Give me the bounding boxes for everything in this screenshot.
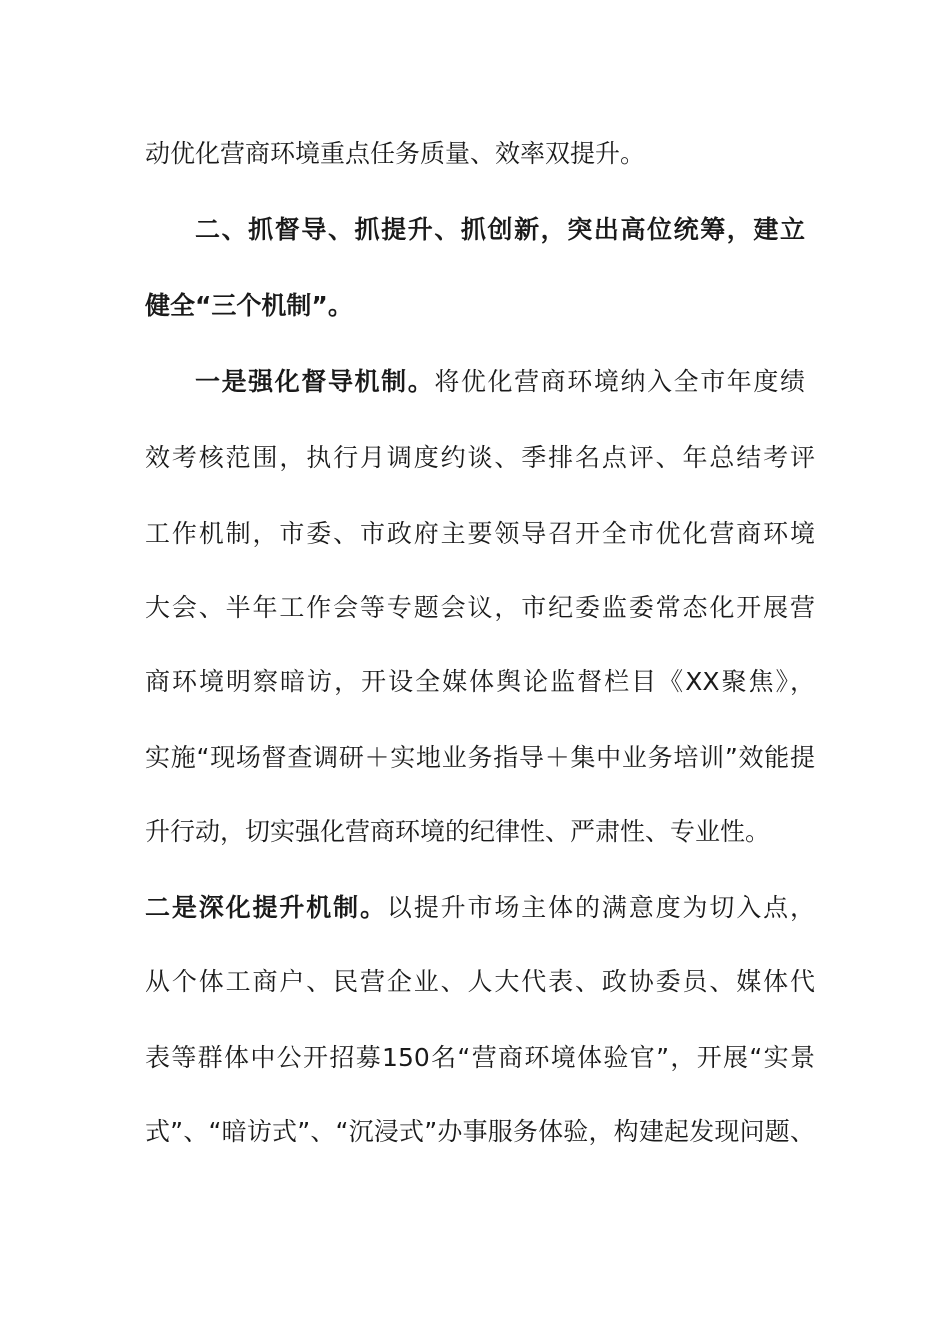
line-text: 工作机制，市委、市政府主要领导召开全市优化营商环境 xyxy=(145,519,815,548)
paragraph-line-8 xyxy=(145,665,815,699)
line-text: 从个体工商户、民营企业、人大代表、政协委员、媒体代 xyxy=(145,967,815,996)
line-text: 效考核范围，执行月调度约谈、季排名点评、年总结考评 xyxy=(145,443,815,472)
paragraph-line-1 xyxy=(145,137,815,171)
paragraph-line-6 xyxy=(145,517,815,551)
line-text: 大会、半年工作会等专题会议，市纪委监委常态化开展营 xyxy=(145,593,815,622)
section-heading-line-1 xyxy=(195,213,805,247)
line-text: 表等群体中公开招募150名“营商环境体验官”，开展“实景 xyxy=(145,1043,815,1072)
paragraph-line-12 xyxy=(145,965,815,999)
line-text: 实施“现场督查调研＋实地业务指导＋集中业务培训”效能提 xyxy=(145,743,815,772)
paragraph-line-14 xyxy=(145,1115,815,1149)
item-lead-text: 二是深化提升机制。 xyxy=(145,893,387,922)
line-text: 商环境明察暗访，开设全媒体舆论监督栏目《XX聚焦》， xyxy=(145,667,815,696)
item-lead-text: 一是强化督导机制。 xyxy=(195,367,435,396)
paragraph-line-5 xyxy=(145,441,815,475)
paragraph-line-10 xyxy=(145,815,815,849)
paragraph-line-7 xyxy=(145,591,815,625)
section-heading-line-2 xyxy=(145,289,815,323)
line-text: 动优化营商环境重点任务质量、效率双提升。 xyxy=(145,139,646,168)
line-text: 式”、“暗访式”、“沉浸式”办事服务体验，构建起发现问题、 xyxy=(145,1117,815,1146)
paragraph-line-9 xyxy=(145,741,815,775)
line-text: 升行动，切实强化营商环境的纪律性、严肃性、专业性。 xyxy=(145,817,771,846)
paragraph-line-13 xyxy=(145,1041,815,1075)
heading-text: 健全“三个机制”。 xyxy=(145,291,353,320)
paragraph-line-4 xyxy=(195,365,805,399)
heading-text: 二、抓督导、抓提升、抓创新，突出高位统筹，建立 xyxy=(195,215,805,244)
line-text: 以提升市场主体的满意度为切入点， xyxy=(386,893,815,922)
paragraph-line-11 xyxy=(145,891,815,925)
line-text: 将优化营商环境纳入全市年度绩 xyxy=(434,367,805,396)
